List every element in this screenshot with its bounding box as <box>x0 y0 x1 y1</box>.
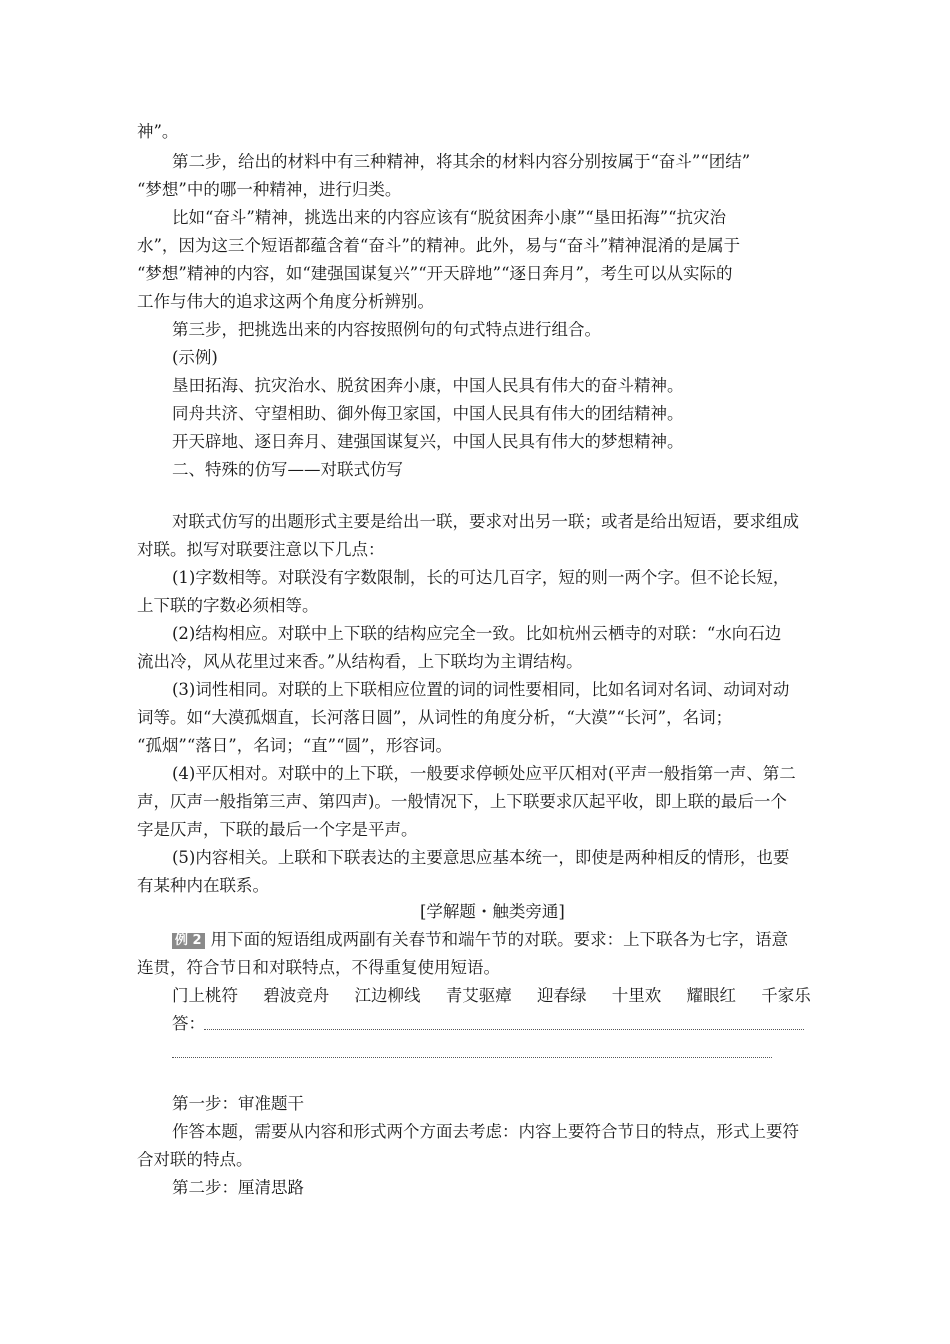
phrase-item: 千家乐 <box>761 986 811 1005</box>
text-line: 对联。拟写对联要注意以下几点： <box>137 540 385 559</box>
text-line: (示例) <box>172 348 218 367</box>
phrase-list <box>172 986 831 1006</box>
text-line: (2)结构相应。对联中上下联的结构应完全一致。比如杭州云栖寺的对联：“水向石边 <box>172 624 782 643</box>
phrase-item: 江边柳线 <box>354 986 421 1005</box>
text-line: 比如“奋斗”精神，挑选出来的内容应该有“脱贫困奔小康”“垦田拓海”“抗灾治 <box>172 208 727 227</box>
text-line: 第二步，给出的材料中有三种精神，将其余的材料内容分别按属于“奋斗”“团结” <box>172 152 751 171</box>
text-line: (5)内容相关。上联和下联表达的主要意思应基本统一，即使是两种相反的情形，也要 <box>172 848 790 867</box>
text-line: 连贯，符合节日和对联特点，不得重复使用短语。 <box>137 958 500 977</box>
text-line: 第一步：审准题干 <box>172 1094 304 1113</box>
text-line: 对联式仿写的出题形式主要是给出一联，要求对出另一联；或者是给出短语，要求组成 <box>172 512 799 531</box>
text-line: 作答本题，需要从内容和形式两个方面去考虑：内容上要符合节日的特点，形式上要符 <box>172 1122 799 1141</box>
text-line: 合对联的特点。 <box>137 1150 253 1169</box>
text-line: 垦田拓海、抗灾治水、脱贫困奔小康，中国人民具有伟大的奋斗精神。 <box>172 376 684 395</box>
text-line: “梦想”精神的内容，如“建强国谋复兴”“开天辟地”“逐日奔月”，考生可以从实际的 <box>137 264 733 283</box>
text-line: 有某种内在联系。 <box>137 876 269 895</box>
text-line: 第二步：厘清思路 <box>172 1178 304 1197</box>
example-question-line <box>172 930 852 950</box>
example-badge: 例 2 <box>172 933 205 949</box>
text-line: 开天辟地、逐日奔月、建强国谋复兴，中国人民具有伟大的梦想精神。 <box>172 432 684 451</box>
text-line: 流出冷，风从花里过来香。”从结构看，上下联均为主谓结构。 <box>137 652 583 671</box>
text-line: “梦想”中的哪一种精神，进行归类。 <box>137 180 402 199</box>
section-subtitle: [学解题・触类旁通] <box>420 902 565 921</box>
answer-line[interactable] <box>172 1057 772 1058</box>
phrase-item: 青艾驱瘴 <box>445 986 512 1005</box>
text-line: 水”，因为这三个短语都蕴含着“奋斗”的精神。此外，易与“奋斗”精神混淆的是属于 <box>137 236 741 255</box>
text-line: 工作与伟大的追求这两个角度分析辨别。 <box>137 292 434 311</box>
text-line: 同舟共济、守望相助、御外侮卫家国，中国人民具有伟大的团结精神。 <box>172 404 684 423</box>
phrase-item: 门上桃符 <box>172 986 238 1005</box>
answer-label: 答： <box>172 1014 205 1033</box>
question-text: 用下面的短语组成两副有关春节和端午节的对联。要求：上下联各为七字，语意 <box>210 930 789 949</box>
text-line: 第三步，把挑选出来的内容按照例句的句式特点进行组合。 <box>172 320 601 339</box>
section-heading: 二、特殊的仿写——对联式仿写 <box>172 460 403 479</box>
text-line: 字是仄声，下联的最后一个字是平声。 <box>137 820 418 839</box>
text-line: 声，仄声一般指第三声、第四声)。一般情况下，上下联要求仄起平收，即上联的最后一个 <box>137 792 787 811</box>
phrase-item: 耀眼红 <box>686 986 736 1005</box>
text-line: 词等。如“大漠孤烟直，长河落日圆”，从词性的角度分析，“大漠”“长河”，名词； <box>137 708 733 727</box>
text-line: “孤烟”“落日”，名词；“直”“圆”，形容词。 <box>137 736 452 755</box>
text-line: (1)字数相等。对联没有字数限制，长的可达几百字，短的则一两个字。但不论长短， <box>172 568 790 587</box>
phrase-item: 十里欢 <box>611 986 662 1005</box>
text-line: 上下联的字数必须相等。 <box>137 596 319 615</box>
phrase-item: 迎春绿 <box>537 986 587 1005</box>
text-line: (3)词性相同。对联的上下联相应位置的词的词性要相同，比如名词对名词、动词对动 <box>172 680 790 699</box>
phrase-item: 碧波竞舟 <box>263 986 330 1005</box>
text-line: (4)平仄相对。对联中的上下联，一般要求停顿处应平仄相对(平声一般指第一声、第二 <box>172 764 796 783</box>
answer-line[interactable] <box>204 1029 804 1030</box>
text-line: 神”。 <box>137 122 179 141</box>
